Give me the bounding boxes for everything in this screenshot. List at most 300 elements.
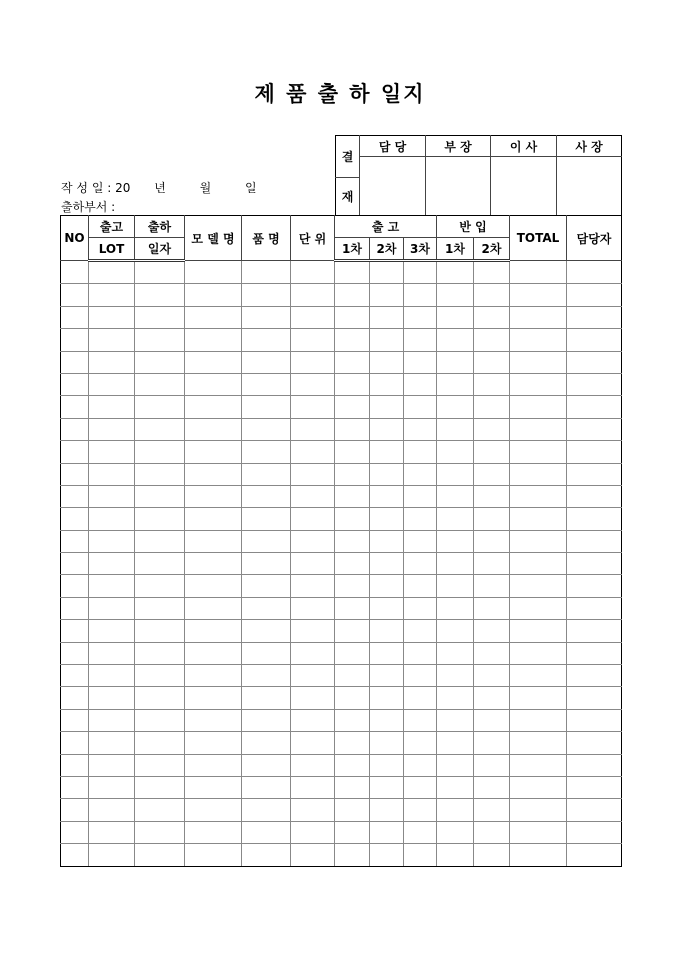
table-cell[interactable] [335, 799, 370, 821]
table-cell[interactable] [135, 799, 185, 821]
table-cell[interactable] [567, 597, 622, 619]
table-cell[interactable] [135, 597, 185, 619]
table-cell[interactable] [61, 306, 89, 328]
table-cell[interactable] [291, 508, 335, 530]
table-cell[interactable] [89, 485, 135, 507]
table-cell[interactable] [135, 642, 185, 664]
table-cell[interactable] [291, 530, 335, 552]
table-cell[interactable] [61, 687, 89, 709]
table-cell[interactable] [135, 373, 185, 395]
table-cell[interactable] [135, 329, 185, 351]
table-cell[interactable] [89, 261, 135, 284]
table-cell[interactable] [89, 754, 135, 776]
table-cell[interactable] [291, 642, 335, 664]
table-cell[interactable] [185, 597, 242, 619]
table-cell[interactable] [61, 754, 89, 776]
table-cell[interactable] [370, 530, 404, 552]
table-cell[interactable] [335, 373, 370, 395]
table-cell[interactable] [242, 732, 291, 754]
table-cell[interactable] [510, 351, 567, 373]
table-cell[interactable] [89, 665, 135, 687]
table-cell[interactable] [437, 508, 474, 530]
table-cell[interactable] [474, 485, 510, 507]
table-cell[interactable] [291, 799, 335, 821]
approval-sign-president[interactable] [557, 157, 622, 216]
table-cell[interactable] [135, 821, 185, 843]
table-cell[interactable] [510, 261, 567, 284]
table-cell[interactable] [185, 821, 242, 843]
table-cell[interactable] [89, 821, 135, 843]
table-cell[interactable] [242, 844, 291, 866]
table-cell[interactable] [291, 776, 335, 798]
table-cell[interactable] [242, 485, 291, 507]
table-cell[interactable] [135, 418, 185, 440]
table-cell[interactable] [242, 709, 291, 731]
table-cell[interactable] [89, 642, 135, 664]
table-cell[interactable] [291, 485, 335, 507]
table-cell[interactable] [404, 553, 437, 575]
table-cell[interactable] [474, 396, 510, 418]
table-cell[interactable] [510, 441, 567, 463]
table-cell[interactable] [567, 553, 622, 575]
table-cell[interactable] [370, 553, 404, 575]
table-cell[interactable] [61, 732, 89, 754]
table-cell[interactable] [404, 284, 437, 306]
table-cell[interactable] [510, 418, 567, 440]
table-cell[interactable] [61, 418, 89, 440]
table-cell[interactable] [404, 687, 437, 709]
table-cell[interactable] [370, 575, 404, 597]
table-cell[interactable] [437, 530, 474, 552]
table-cell[interactable] [291, 687, 335, 709]
table-cell[interactable] [437, 306, 474, 328]
table-cell[interactable] [437, 754, 474, 776]
table-cell[interactable] [291, 821, 335, 843]
table-cell[interactable] [510, 530, 567, 552]
table-cell[interactable] [242, 776, 291, 798]
table-cell[interactable] [61, 329, 89, 351]
table-cell[interactable] [437, 575, 474, 597]
table-cell[interactable] [335, 553, 370, 575]
table-cell[interactable] [61, 261, 89, 284]
table-cell[interactable] [437, 261, 474, 284]
table-cell[interactable] [242, 642, 291, 664]
table-cell[interactable] [474, 709, 510, 731]
table-cell[interactable] [404, 620, 437, 642]
table-cell[interactable] [61, 351, 89, 373]
table-cell[interactable] [185, 373, 242, 395]
table-cell[interactable] [370, 732, 404, 754]
table-cell[interactable] [89, 575, 135, 597]
table-cell[interactable] [567, 284, 622, 306]
table-cell[interactable] [335, 687, 370, 709]
table-cell[interactable] [135, 351, 185, 373]
table-cell[interactable] [510, 508, 567, 530]
table-cell[interactable] [510, 396, 567, 418]
table-cell[interactable] [291, 329, 335, 351]
table-cell[interactable] [335, 284, 370, 306]
table-cell[interactable] [89, 597, 135, 619]
table-cell[interactable] [404, 329, 437, 351]
table-cell[interactable] [291, 575, 335, 597]
table-cell[interactable] [291, 553, 335, 575]
table-cell[interactable] [61, 776, 89, 798]
table-cell[interactable] [567, 821, 622, 843]
table-cell[interactable] [437, 329, 474, 351]
approval-sign-director[interactable] [491, 157, 557, 216]
table-cell[interactable] [335, 485, 370, 507]
table-cell[interactable] [404, 821, 437, 843]
table-cell[interactable] [510, 575, 567, 597]
table-cell[interactable] [61, 665, 89, 687]
table-cell[interactable] [404, 373, 437, 395]
table-cell[interactable] [437, 732, 474, 754]
table-cell[interactable] [437, 441, 474, 463]
table-cell[interactable] [474, 732, 510, 754]
table-cell[interactable] [474, 329, 510, 351]
table-cell[interactable] [404, 597, 437, 619]
table-cell[interactable] [474, 441, 510, 463]
table-cell[interactable] [335, 844, 370, 866]
table-cell[interactable] [242, 754, 291, 776]
table-cell[interactable] [242, 620, 291, 642]
table-cell[interactable] [185, 665, 242, 687]
table-cell[interactable] [242, 351, 291, 373]
table-cell[interactable] [510, 799, 567, 821]
table-cell[interactable] [291, 665, 335, 687]
table-cell[interactable] [510, 642, 567, 664]
table-cell[interactable] [185, 485, 242, 507]
table-cell[interactable] [437, 687, 474, 709]
table-cell[interactable] [335, 754, 370, 776]
table-cell[interactable] [61, 553, 89, 575]
table-cell[interactable] [335, 530, 370, 552]
table-cell[interactable] [474, 642, 510, 664]
table-cell[interactable] [510, 709, 567, 731]
table-cell[interactable] [185, 508, 242, 530]
table-cell[interactable] [370, 351, 404, 373]
table-cell[interactable] [474, 754, 510, 776]
table-cell[interactable] [185, 687, 242, 709]
table-cell[interactable] [567, 687, 622, 709]
table-cell[interactable] [135, 530, 185, 552]
table-cell[interactable] [474, 306, 510, 328]
table-cell[interactable] [89, 508, 135, 530]
table-cell[interactable] [370, 642, 404, 664]
table-cell[interactable] [404, 463, 437, 485]
table-cell[interactable] [567, 709, 622, 731]
table-cell[interactable] [370, 463, 404, 485]
table-cell[interactable] [567, 463, 622, 485]
table-cell[interactable] [404, 261, 437, 284]
approval-sign-manager[interactable] [426, 157, 491, 216]
table-cell[interactable] [474, 553, 510, 575]
table-cell[interactable] [404, 776, 437, 798]
table-cell[interactable] [242, 463, 291, 485]
table-cell[interactable] [242, 821, 291, 843]
table-cell[interactable] [291, 441, 335, 463]
table-cell[interactable] [437, 284, 474, 306]
table-cell[interactable] [510, 463, 567, 485]
table-cell[interactable] [61, 642, 89, 664]
table-cell[interactable] [135, 665, 185, 687]
table-cell[interactable] [567, 620, 622, 642]
table-cell[interactable] [567, 396, 622, 418]
table-cell[interactable] [242, 665, 291, 687]
table-cell[interactable] [567, 261, 622, 284]
table-cell[interactable] [474, 261, 510, 284]
table-cell[interactable] [185, 732, 242, 754]
table-cell[interactable] [404, 844, 437, 866]
table-cell[interactable] [89, 553, 135, 575]
table-cell[interactable] [135, 508, 185, 530]
table-cell[interactable] [185, 441, 242, 463]
table-cell[interactable] [291, 463, 335, 485]
table-cell[interactable] [567, 485, 622, 507]
table-cell[interactable] [242, 373, 291, 395]
table-cell[interactable] [567, 441, 622, 463]
table-cell[interactable] [370, 597, 404, 619]
table-cell[interactable] [185, 530, 242, 552]
table-cell[interactable] [135, 732, 185, 754]
table-cell[interactable] [89, 373, 135, 395]
table-cell[interactable] [185, 844, 242, 866]
table-cell[interactable] [567, 418, 622, 440]
table-cell[interactable] [370, 396, 404, 418]
table-cell[interactable] [437, 396, 474, 418]
table-cell[interactable] [242, 799, 291, 821]
table-cell[interactable] [437, 373, 474, 395]
table-cell[interactable] [185, 709, 242, 731]
table-cell[interactable] [404, 665, 437, 687]
table-cell[interactable] [291, 709, 335, 731]
table-cell[interactable] [242, 396, 291, 418]
table-cell[interactable] [185, 351, 242, 373]
table-cell[interactable] [510, 284, 567, 306]
table-cell[interactable] [135, 687, 185, 709]
table-cell[interactable] [370, 508, 404, 530]
table-cell[interactable] [474, 687, 510, 709]
table-cell[interactable] [437, 597, 474, 619]
table-cell[interactable] [335, 329, 370, 351]
table-cell[interactable] [474, 418, 510, 440]
table-cell[interactable] [404, 508, 437, 530]
table-cell[interactable] [510, 732, 567, 754]
table-cell[interactable] [437, 351, 474, 373]
table-cell[interactable] [291, 754, 335, 776]
table-cell[interactable] [291, 597, 335, 619]
table-cell[interactable] [242, 261, 291, 284]
table-cell[interactable] [61, 373, 89, 395]
table-cell[interactable] [404, 709, 437, 731]
table-cell[interactable] [567, 776, 622, 798]
table-cell[interactable] [370, 620, 404, 642]
table-cell[interactable] [291, 306, 335, 328]
table-cell[interactable] [89, 441, 135, 463]
table-cell[interactable] [242, 508, 291, 530]
table-cell[interactable] [437, 776, 474, 798]
table-cell[interactable] [135, 306, 185, 328]
table-cell[interactable] [185, 306, 242, 328]
table-cell[interactable] [135, 754, 185, 776]
table-cell[interactable] [510, 620, 567, 642]
table-cell[interactable] [370, 754, 404, 776]
table-cell[interactable] [61, 844, 89, 866]
table-cell[interactable] [291, 351, 335, 373]
table-cell[interactable] [437, 709, 474, 731]
table-cell[interactable] [370, 441, 404, 463]
table-cell[interactable] [291, 284, 335, 306]
table-cell[interactable] [335, 620, 370, 642]
table-cell[interactable] [61, 441, 89, 463]
table-cell[interactable] [61, 396, 89, 418]
table-cell[interactable] [404, 441, 437, 463]
table-cell[interactable] [510, 665, 567, 687]
table-cell[interactable] [242, 418, 291, 440]
table-cell[interactable] [370, 776, 404, 798]
approval-sign-staff[interactable] [360, 157, 426, 216]
table-cell[interactable] [335, 306, 370, 328]
table-cell[interactable] [370, 485, 404, 507]
table-cell[interactable] [335, 441, 370, 463]
table-cell[interactable] [474, 821, 510, 843]
table-cell[interactable] [185, 396, 242, 418]
table-cell[interactable] [370, 844, 404, 866]
table-cell[interactable] [135, 776, 185, 798]
table-cell[interactable] [185, 261, 242, 284]
table-cell[interactable] [510, 553, 567, 575]
table-cell[interactable] [510, 776, 567, 798]
table-cell[interactable] [510, 821, 567, 843]
table-cell[interactable] [437, 485, 474, 507]
table-cell[interactable] [567, 351, 622, 373]
table-cell[interactable] [474, 530, 510, 552]
table-cell[interactable] [61, 799, 89, 821]
table-cell[interactable] [404, 306, 437, 328]
table-cell[interactable] [335, 351, 370, 373]
table-cell[interactable] [135, 463, 185, 485]
table-cell[interactable] [185, 799, 242, 821]
table-cell[interactable] [474, 463, 510, 485]
table-cell[interactable] [335, 418, 370, 440]
table-cell[interactable] [437, 620, 474, 642]
table-cell[interactable] [437, 799, 474, 821]
table-cell[interactable] [135, 620, 185, 642]
table-cell[interactable] [474, 373, 510, 395]
table-cell[interactable] [404, 351, 437, 373]
table-cell[interactable] [135, 261, 185, 284]
table-cell[interactable] [335, 821, 370, 843]
table-cell[interactable] [242, 284, 291, 306]
table-cell[interactable] [242, 530, 291, 552]
table-cell[interactable] [242, 306, 291, 328]
table-cell[interactable] [404, 732, 437, 754]
table-cell[interactable] [567, 799, 622, 821]
table-cell[interactable] [335, 396, 370, 418]
table-cell[interactable] [335, 709, 370, 731]
table-cell[interactable] [474, 351, 510, 373]
table-cell[interactable] [567, 329, 622, 351]
table-cell[interactable] [89, 687, 135, 709]
table-cell[interactable] [567, 754, 622, 776]
table-cell[interactable] [370, 261, 404, 284]
table-cell[interactable] [370, 665, 404, 687]
table-cell[interactable] [291, 620, 335, 642]
table-cell[interactable] [335, 575, 370, 597]
table-cell[interactable] [474, 844, 510, 866]
table-cell[interactable] [567, 642, 622, 664]
table-cell[interactable] [437, 553, 474, 575]
table-cell[interactable] [370, 687, 404, 709]
table-cell[interactable] [335, 508, 370, 530]
table-cell[interactable] [567, 508, 622, 530]
table-cell[interactable] [185, 418, 242, 440]
table-cell[interactable] [89, 418, 135, 440]
table-cell[interactable] [89, 329, 135, 351]
table-cell[interactable] [61, 597, 89, 619]
table-cell[interactable] [89, 776, 135, 798]
table-cell[interactable] [135, 485, 185, 507]
table-cell[interactable] [404, 418, 437, 440]
table-cell[interactable] [567, 732, 622, 754]
table-cell[interactable] [510, 597, 567, 619]
table-cell[interactable] [61, 508, 89, 530]
table-cell[interactable] [437, 642, 474, 664]
table-cell[interactable] [135, 441, 185, 463]
table-cell[interactable] [135, 396, 185, 418]
table-cell[interactable] [291, 418, 335, 440]
table-cell[interactable] [437, 418, 474, 440]
table-cell[interactable] [335, 463, 370, 485]
table-cell[interactable] [474, 508, 510, 530]
table-cell[interactable] [185, 620, 242, 642]
table-cell[interactable] [242, 575, 291, 597]
table-cell[interactable] [185, 284, 242, 306]
table-cell[interactable] [567, 844, 622, 866]
table-cell[interactable] [89, 844, 135, 866]
table-cell[interactable] [567, 665, 622, 687]
table-cell[interactable] [335, 642, 370, 664]
table-cell[interactable] [370, 373, 404, 395]
table-cell[interactable] [89, 463, 135, 485]
table-cell[interactable] [335, 597, 370, 619]
table-cell[interactable] [291, 396, 335, 418]
table-cell[interactable] [89, 396, 135, 418]
table-cell[interactable] [185, 642, 242, 664]
table-cell[interactable] [291, 732, 335, 754]
table-cell[interactable] [567, 306, 622, 328]
table-cell[interactable] [510, 306, 567, 328]
table-cell[interactable] [89, 709, 135, 731]
table-cell[interactable] [335, 732, 370, 754]
table-cell[interactable] [370, 418, 404, 440]
table-cell[interactable] [474, 776, 510, 798]
table-cell[interactable] [135, 844, 185, 866]
table-cell[interactable] [242, 329, 291, 351]
table-cell[interactable] [370, 284, 404, 306]
table-cell[interactable] [185, 329, 242, 351]
table-cell[interactable] [404, 575, 437, 597]
table-cell[interactable] [89, 530, 135, 552]
table-cell[interactable] [437, 844, 474, 866]
table-cell[interactable] [89, 620, 135, 642]
table-cell[interactable] [89, 351, 135, 373]
table-cell[interactable] [61, 463, 89, 485]
table-cell[interactable] [135, 575, 185, 597]
table-cell[interactable] [474, 799, 510, 821]
table-cell[interactable] [61, 575, 89, 597]
table-cell[interactable] [437, 463, 474, 485]
